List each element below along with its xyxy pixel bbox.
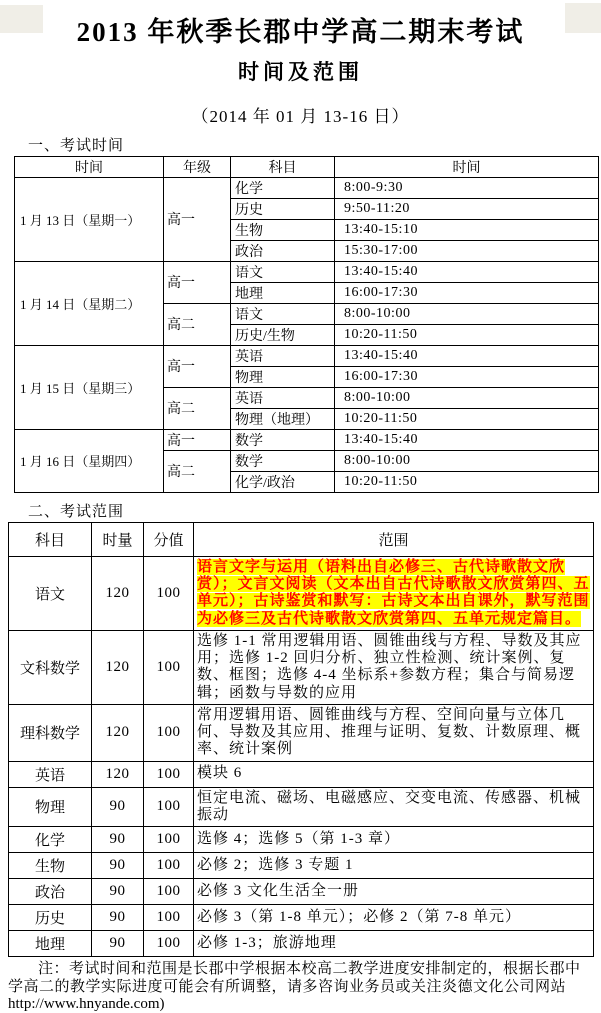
range-cell <box>194 556 594 630</box>
range-cell: 选修 1-1 常用逻辑用语、圆锥曲线与方程、导数及其应用；选修 1-2 回归分析、独立性检测、统计案例、复数、框图；选修 4-4 坐标系+参数方程；集合与简易逻辑；函数与导数的应用 <box>194 630 594 704</box>
exam-date-cell: 1 月 16 日（星期四） <box>15 429 164 492</box>
score-cell: 100 <box>144 787 194 827</box>
time-cell: 13:40-15:40 <box>335 345 599 366</box>
scope-row <box>9 853 594 879</box>
scope-subject-cell: 生物 <box>9 853 92 879</box>
section-heading-exam-time: 一、考试时间 <box>28 137 125 154</box>
column-header-range: 范围 <box>194 522 594 556</box>
subject-cell: 历史 <box>231 198 335 219</box>
duration-cell: 90 <box>92 853 144 879</box>
exam-date-cell: 1 月 15 日（星期三） <box>15 345 164 429</box>
grade-cell: 高二 <box>164 387 231 429</box>
subject-cell: 数学 <box>231 450 335 471</box>
grade-cell: 高一 <box>164 345 231 387</box>
time-cell: 9:50-11:20 <box>335 198 599 219</box>
score-cell: 100 <box>144 704 194 761</box>
time-cell: 13:40-15:40 <box>335 261 599 282</box>
duration-cell: 90 <box>92 931 144 957</box>
schedule-header-row <box>15 156 599 177</box>
subject-cell: 化学/政治 <box>231 471 335 492</box>
range-cell: 选修 4；选修 5（第 1-3 章） <box>194 827 594 853</box>
exam-date-cell: 1 月 13 日（星期一） <box>15 177 164 261</box>
grade-cell: 高一 <box>164 177 231 261</box>
scope-subject-cell: 历史 <box>9 905 92 931</box>
time-cell: 16:00-17:30 <box>335 282 599 303</box>
time-cell: 13:40-15:40 <box>335 429 599 450</box>
subject-cell: 英语 <box>231 345 335 366</box>
time-cell: 8:00-10:00 <box>335 303 599 324</box>
column-header-score: 分值 <box>144 522 194 556</box>
duration-cell: 90 <box>92 827 144 853</box>
scope-row <box>9 761 594 787</box>
scope-subject-cell: 化学 <box>9 827 92 853</box>
column-header-subject: 科目 <box>9 522 92 556</box>
schedule-row <box>15 345 599 366</box>
score-cell: 100 <box>144 905 194 931</box>
exam-scope-table <box>8 522 594 957</box>
scope-subject-cell: 物理 <box>9 787 92 827</box>
time-cell: 8:00-10:00 <box>335 450 599 471</box>
subject-cell: 历史/生物 <box>231 324 335 345</box>
range-cell: 必修 3 文化生活全一册 <box>194 879 594 905</box>
column-header-grade: 年级 <box>164 156 231 177</box>
range-cell: 必修 3（第 1-8 单元）；必修 2（第 7-8 单元） <box>194 905 594 931</box>
page-title: 2013 年秋季长郡中学高二期末考试 <box>76 17 525 47</box>
score-cell: 100 <box>144 931 194 957</box>
exam-schedule-table <box>14 156 599 493</box>
page-corner-decoration-right <box>565 3 601 33</box>
subject-cell: 语文 <box>231 303 335 324</box>
exam-date-cell: 1 月 14 日（星期二） <box>15 261 164 345</box>
scope-subject-cell: 英语 <box>9 761 92 787</box>
range-cell: 常用逻辑用语、圆锥曲线与方程、空间向量与立体几何、导数及其应用、推理与证明、复数、计数原理、概率、统计案例 <box>194 704 594 761</box>
time-cell: 13:40-15:10 <box>335 219 599 240</box>
footer-note: 注：考试时间和范围是长郡中学根据本校高二教学进度安排制定的，根据长郡中学高二的教学实际进度可能会有所调整，请多咨询业务员或关注炎德文化公司网站 <box>8 961 581 995</box>
range-cell: 必修 1-3；旅游地理 <box>194 931 594 957</box>
time-cell: 10:20-11:50 <box>335 408 599 429</box>
grade-cell: 高一 <box>164 429 231 450</box>
score-cell: 100 <box>144 853 194 879</box>
page-corner-decoration-left <box>0 5 43 33</box>
scope-row <box>9 556 594 630</box>
scope-subject-cell: 理科数学 <box>9 704 92 761</box>
scope-subject-cell: 语文 <box>9 556 92 630</box>
scope-row <box>9 827 594 853</box>
subject-cell: 语文 <box>231 261 335 282</box>
schedule-row <box>15 261 599 282</box>
column-header-duration: 时量 <box>92 522 144 556</box>
duration-cell: 90 <box>92 787 144 827</box>
duration-cell: 120 <box>92 704 144 761</box>
schedule-row <box>15 177 599 198</box>
column-header-subject: 科目 <box>231 156 335 177</box>
score-cell: 100 <box>144 879 194 905</box>
duration-cell: 90 <box>92 905 144 931</box>
scope-row <box>9 630 594 704</box>
range-cell: 模块 6 <box>194 761 594 787</box>
grade-cell: 高一 <box>164 261 231 303</box>
subject-cell: 地理 <box>231 282 335 303</box>
scope-header-row <box>9 522 594 556</box>
footer-url: http://www.hnyande.com) <box>8 996 165 1013</box>
time-cell: 16:00-17:30 <box>335 366 599 387</box>
column-header-time: 时间 <box>335 156 599 177</box>
score-cell: 100 <box>144 556 194 630</box>
duration-cell: 120 <box>92 761 144 787</box>
subject-cell: 生物 <box>231 219 335 240</box>
range-cell: 恒定电流、磁场、电磁感应、交变电流、传感器、机械振动 <box>194 787 594 827</box>
section-heading-exam-scope: 二、考试范围 <box>28 503 125 520</box>
subject-cell: 物理 <box>231 366 335 387</box>
scope-subject-cell: 政治 <box>9 879 92 905</box>
range-cell: 必修 2；选修 3 专题 1 <box>194 853 594 879</box>
time-cell: 8:00-9:30 <box>335 177 599 198</box>
subject-cell: 物理（地理） <box>231 408 335 429</box>
scope-row <box>9 931 594 957</box>
scope-row <box>9 787 594 827</box>
column-header-date: 时间 <box>15 156 164 177</box>
time-cell: 15:30-17:00 <box>335 240 599 261</box>
score-cell: 100 <box>144 761 194 787</box>
schedule-row <box>15 429 599 450</box>
scope-subject-cell: 文科数学 <box>9 630 92 704</box>
grade-cell: 高二 <box>164 303 231 345</box>
scope-row <box>9 905 594 931</box>
subject-cell: 数学 <box>231 429 335 450</box>
time-cell: 10:20-11:50 <box>335 324 599 345</box>
page-subtitle: 时间及范围 <box>238 59 363 84</box>
duration-cell: 90 <box>92 879 144 905</box>
subject-cell: 化学 <box>231 177 335 198</box>
subject-cell: 英语 <box>231 387 335 408</box>
subject-cell: 政治 <box>231 240 335 261</box>
scope-subject-cell: 地理 <box>9 931 92 957</box>
scope-row <box>9 879 594 905</box>
time-cell: 10:20-11:50 <box>335 471 599 492</box>
highlighted-range-text: 语言文字与运用（语料出自必修三、古代诗歌散文欣赏）；文言文阅读（文本出自古代诗歌散文欣赏第四、五单元）；古诗鉴赏和默写：古诗文本出自课外，默写范围为必修三及古代诗歌散文欣赏第四、五单元规定篇目。 <box>197 558 590 627</box>
score-cell: 100 <box>144 630 194 704</box>
time-cell: 8:00-10:00 <box>335 387 599 408</box>
scope-row <box>9 704 594 761</box>
grade-cell: 高二 <box>164 450 231 492</box>
duration-cell: 120 <box>92 556 144 630</box>
date-range: （2014 年 01 月 13-16 日） <box>191 106 410 126</box>
score-cell: 100 <box>144 827 194 853</box>
duration-cell: 120 <box>92 630 144 704</box>
